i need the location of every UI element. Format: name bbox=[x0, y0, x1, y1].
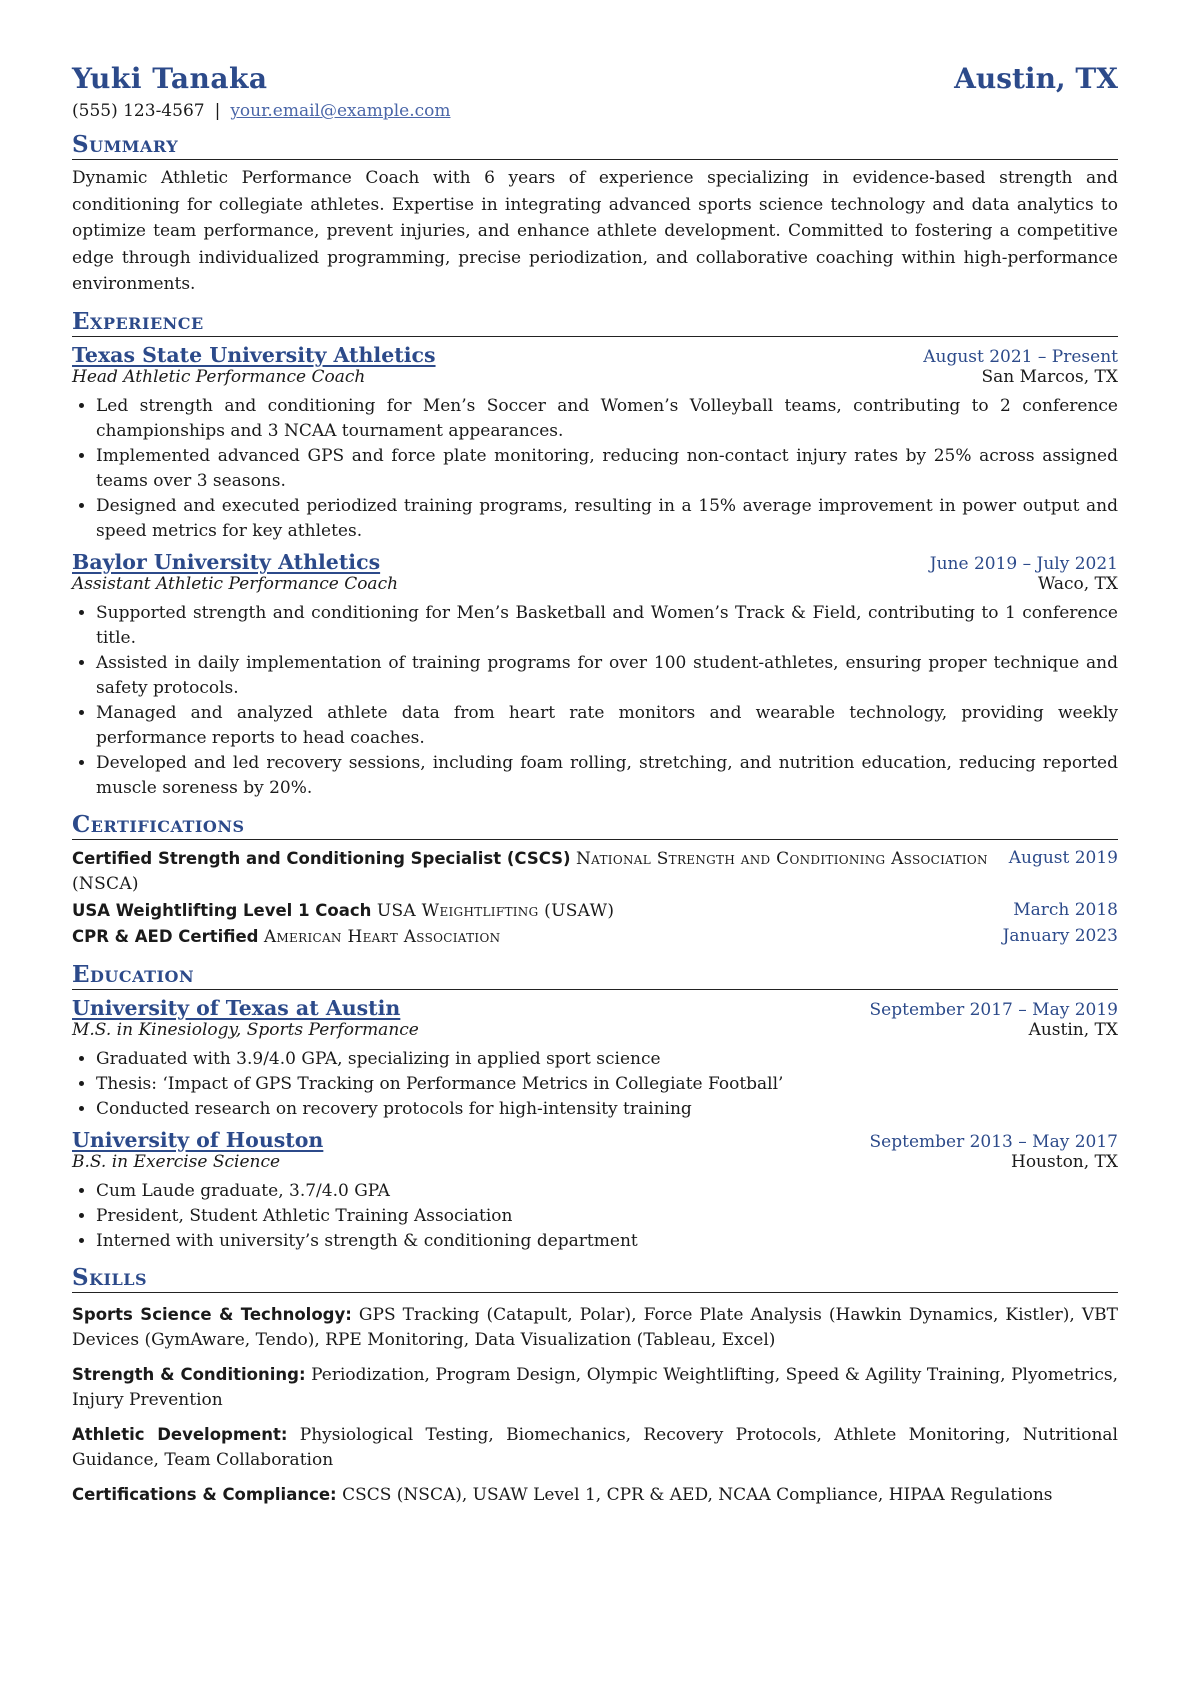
job-location: Waco, TX bbox=[1037, 573, 1118, 594]
skill-group bbox=[72, 1482, 1118, 1508]
certification-issuer: USA Weightlifting (USAW) bbox=[376, 900, 615, 921]
skill-group-items: GPS Tracking (Catapult, Polar), Force Plate Analysis (Hawkin Dynamics, Kistler), VBT Devices (GymAware, Tendo), RPE Monitoring, Data Visualization (Tableau, Excel) bbox=[72, 1304, 1118, 1350]
skill-group-label: Athletic Development: bbox=[72, 1424, 288, 1444]
certification-date: March 2018 bbox=[1013, 899, 1118, 920]
list-item: • President, Student Athletic Training Association bbox=[96, 1204, 1118, 1229]
school-link[interactable]: University of Houston bbox=[72, 1127, 324, 1152]
certification-name: USA Weightlifting Level 1 Coach bbox=[72, 900, 372, 920]
certification-issuer: American Heart Association bbox=[263, 927, 501, 947]
school-link[interactable]: University of Texas at Austin bbox=[72, 995, 401, 1020]
list-item: • Developed and led recovery sessions, including foam rolling, stretching, and nutrition education, reducing reported muscle soreness by 20%. bbox=[96, 751, 1118, 801]
experience-entry bbox=[72, 343, 1118, 544]
summary-text: Dynamic Athletic Performance Coach with 6 years of experience specializing in evidence-based strength and conditioning for collegiate athletes. Expertise in integrating advanced sports science technology and data analytics to optimize team performance, prevent injuries, and enhance athlete development. Committed to fostering a competitive edge through individualized programming, precise periodization, and collaborative coaching within high-performance environments. bbox=[72, 168, 1118, 294]
education-entry bbox=[72, 996, 1118, 1122]
contact-line bbox=[72, 101, 1118, 121]
list-item: • Led strength and conditioning for Men’s Soccer and Women’s Volleyball teams, contributing to 2 conference championships and 3 NCAA tournament appearances. bbox=[96, 394, 1118, 444]
skill-group-items: Periodization, Program Design, Olympic Weightlifting, Speed & Agility Training, Plyometrics, Injury Prevention bbox=[72, 1364, 1119, 1410]
section-title-experience: Experience bbox=[72, 308, 1118, 337]
skill-group-items: CSCS (NSCA), USAW Level 1, CPR & AED, NCAA Compliance, HIPAA Regulations bbox=[342, 1484, 1053, 1505]
certification-name: CPR & AED Certified bbox=[72, 927, 259, 946]
achievement-list bbox=[72, 394, 1118, 544]
study-dates: September 2017 – May 2019 bbox=[869, 999, 1118, 1020]
section-title-skills: Skills bbox=[72, 1264, 1118, 1293]
contact-separator: | bbox=[214, 101, 221, 121]
education-detail-list bbox=[72, 1047, 1118, 1122]
header bbox=[72, 62, 1118, 95]
skill-group-label: Certifications & Compliance: bbox=[72, 1484, 337, 1504]
degree: B.S. in Exercise Science bbox=[72, 1151, 281, 1172]
certification-issuer: National Strength and Conditioning Association (NSCA) bbox=[72, 848, 988, 894]
list-item: • Cum Laude graduate, 3.7/4.0 GPA bbox=[96, 1179, 1118, 1204]
list-item: • Assisted in daily implementation of training programs for over 100 student-athletes, ensuring proper technique and safety protocols. bbox=[96, 651, 1118, 701]
degree: M.S. in Kinesiology, Sports Performance bbox=[72, 1019, 419, 1040]
list-item: • Implemented advanced GPS and force plate monitoring, reducing non-contact injury rates by 25% across assigned teams over 3 seasons. bbox=[96, 444, 1118, 494]
candidate-location: Austin, TX bbox=[954, 62, 1118, 95]
certification-item bbox=[72, 924, 1118, 951]
employer-link[interactable]: Texas State University Athletics bbox=[72, 342, 436, 367]
section-title-education: Education bbox=[72, 961, 1118, 990]
job-title: Head Athletic Performance Coach bbox=[72, 366, 366, 387]
list-item: • Managed and analyzed athlete data from heart rate monitors and wearable technology, providing weekly performance reports to head coaches. bbox=[96, 701, 1118, 751]
list-item: • Thesis: ‘Impact of GPS Tracking on Performance Metrics in Collegiate Football’ bbox=[96, 1072, 1118, 1097]
phone-number: (555) 123-4567 bbox=[72, 101, 205, 121]
employer-link[interactable]: Baylor University Athletics bbox=[72, 549, 381, 574]
list-item: • Supported strength and conditioning for Men’s Basketball and Women’s Track & Field, contributing to 1 conference title. bbox=[96, 601, 1118, 651]
employment-dates: June 2019 – July 2021 bbox=[929, 553, 1118, 574]
skill-group bbox=[72, 1422, 1118, 1473]
skill-group-label: Sports Science & Technology: bbox=[72, 1304, 352, 1324]
list-item: • Designed and executed periodized training programs, resulting in a 15% average improvement in power output and speed metrics for key athletes. bbox=[96, 494, 1118, 544]
skills-list bbox=[72, 1302, 1118, 1508]
certification-list bbox=[72, 846, 1118, 951]
certification-date: August 2019 bbox=[1008, 847, 1118, 868]
skill-group-label: Strength & Conditioning: bbox=[72, 1364, 306, 1384]
study-dates: September 2013 – May 2017 bbox=[869, 1131, 1118, 1152]
job-title: Assistant Athletic Performance Coach bbox=[72, 573, 399, 594]
skill-group bbox=[72, 1302, 1118, 1353]
achievement-list bbox=[72, 601, 1118, 801]
candidate-name: Yuki Tanaka bbox=[72, 62, 268, 95]
skill-group-items: Physiological Testing, Biomechanics, Recovery Protocols, Athlete Monitoring, Nutritional Guidance, Team Collaboration bbox=[72, 1424, 1118, 1470]
employment-dates: August 2021 – Present bbox=[923, 346, 1118, 367]
education-entry bbox=[72, 1128, 1118, 1254]
job-location: San Marcos, TX bbox=[981, 366, 1118, 387]
skill-group bbox=[72, 1362, 1118, 1413]
school-location: Austin, TX bbox=[1028, 1019, 1118, 1040]
experience-entry bbox=[72, 550, 1118, 801]
list-item: • Graduated with 3.9/4.0 GPA, specializing in applied sport science bbox=[96, 1047, 1118, 1072]
education-detail-list bbox=[72, 1179, 1118, 1254]
list-item: • Conducted research on recovery protocols for high-intensity training bbox=[96, 1097, 1118, 1122]
list-item: • Interned with university’s strength & conditioning department bbox=[96, 1229, 1118, 1254]
email-link[interactable]: your.email@example.com bbox=[230, 101, 451, 121]
certification-item bbox=[72, 898, 1118, 925]
certification-date: January 2023 bbox=[1002, 926, 1118, 946]
school-location: Houston, TX bbox=[1011, 1151, 1118, 1172]
certification-item bbox=[72, 846, 1118, 898]
section-title-certifications: Certifications bbox=[72, 811, 1118, 840]
section-title-summary: Summary bbox=[72, 131, 1118, 160]
certification-name: Certified Strength and Conditioning Specialist (CSCS) bbox=[72, 848, 571, 868]
